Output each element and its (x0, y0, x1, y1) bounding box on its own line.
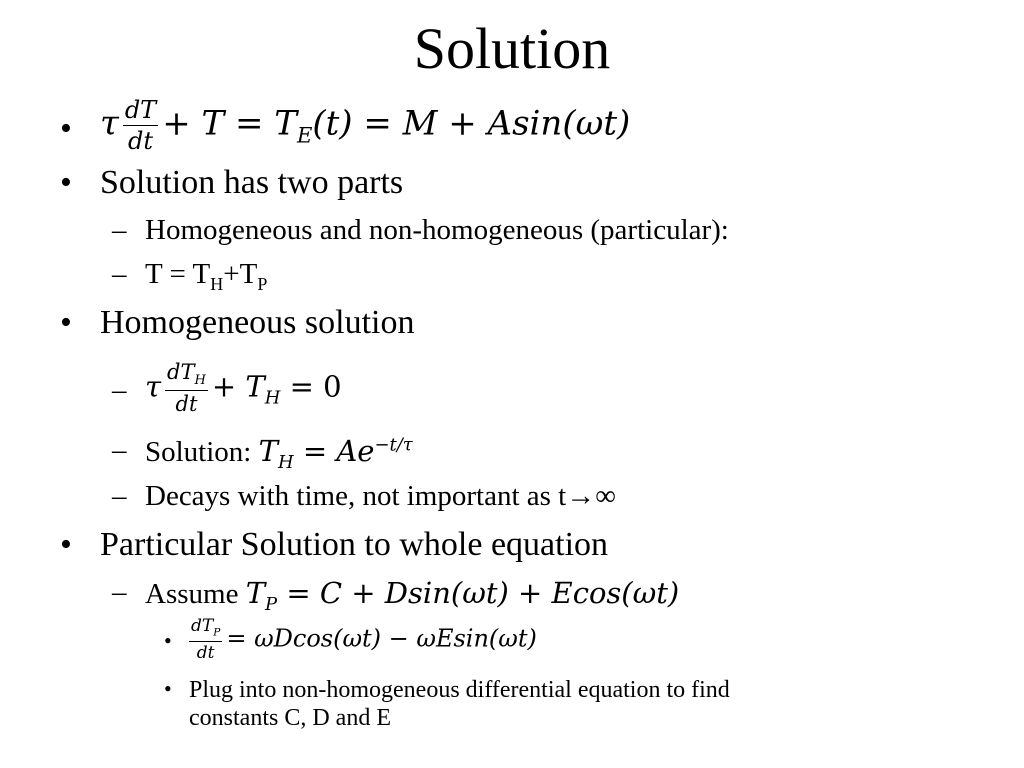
text-part: Assume (145, 578, 246, 610)
text-line: Plug into non-homogeneous differential equation to find (189, 677, 730, 703)
derivative-fraction (123, 98, 158, 153)
dash-icon: – (112, 374, 127, 406)
bullet-icon: • (60, 304, 72, 341)
subsubbullet-text (189, 676, 730, 732)
fraction-denominator: dt (196, 642, 215, 663)
subscript: P (257, 273, 268, 294)
bullet-icon: • (164, 676, 172, 701)
subscript: P (213, 626, 221, 639)
subbullet-text (145, 434, 413, 473)
subscript: P (265, 593, 278, 615)
fraction-numerator (189, 618, 222, 642)
text-part: +T (223, 258, 258, 290)
equation-part: + T = T (162, 103, 297, 144)
equation-part: + T (211, 369, 265, 404)
slide-title: Solution (413, 16, 611, 81)
bullet-icon: • (60, 110, 72, 147)
bullet-icon: • (60, 526, 72, 563)
dash-icon: – (112, 480, 127, 512)
equation-solution (258, 434, 413, 473)
bullet-icon: • (60, 164, 72, 201)
equation-part: (t) = M + Asin(ωt) (312, 103, 631, 144)
tau-symbol: τ (145, 369, 162, 404)
subbullet-text: Homogeneous and non-homogeneous (particular): (145, 214, 729, 246)
text-line: constants C, D and E (189, 705, 391, 731)
fraction-numerator: dT (124, 96, 157, 124)
dash-icon: – (112, 214, 127, 246)
tau-symbol: τ (100, 103, 119, 144)
equation-homogeneous (145, 362, 342, 415)
bullet-text: Solution has two parts (100, 164, 404, 201)
numerator-text: dT (191, 616, 214, 636)
bullet-text: Homogeneous solution (100, 304, 415, 341)
equation-derivative (189, 618, 537, 662)
subscript: H (277, 451, 294, 473)
subbullet-text (145, 258, 267, 295)
superscript: −t/τ (374, 434, 413, 456)
derivative-fraction (189, 618, 222, 662)
subscript: H (264, 387, 281, 409)
subbullet-text (145, 576, 679, 615)
subbullet-text: Decays with time, not important as t→∞ (145, 480, 616, 512)
bullet-icon: • (164, 628, 172, 653)
fraction-denominator: dt (127, 127, 153, 155)
fraction-numerator (165, 362, 208, 391)
text-part: Solution: (145, 436, 259, 468)
equation-part: = C + Dsin(ωt) + Ecos(ωt) (277, 576, 680, 610)
subscript: H (194, 373, 206, 389)
equation-assume (245, 576, 680, 615)
equation-part: = 0 (280, 369, 342, 404)
equation-part: T (245, 576, 266, 610)
dash-icon: – (112, 258, 127, 290)
dash-icon: – (112, 434, 127, 466)
fraction-denominator: dt (175, 392, 198, 417)
equation-part: T (258, 434, 278, 468)
dash-icon: – (112, 576, 127, 608)
subscript: E (296, 122, 313, 148)
equation-governing (100, 98, 630, 153)
numerator-text: dT (167, 360, 195, 384)
bullet-text: Particular Solution to whole equation (100, 526, 609, 563)
derivative-fraction (165, 362, 208, 415)
text-part: T = T (145, 258, 211, 290)
equation-part: = Ae (293, 434, 375, 468)
equation-part: = ωDcos(ωt) − ωEsin(ωt) (226, 624, 537, 653)
subscript: H (210, 273, 224, 294)
